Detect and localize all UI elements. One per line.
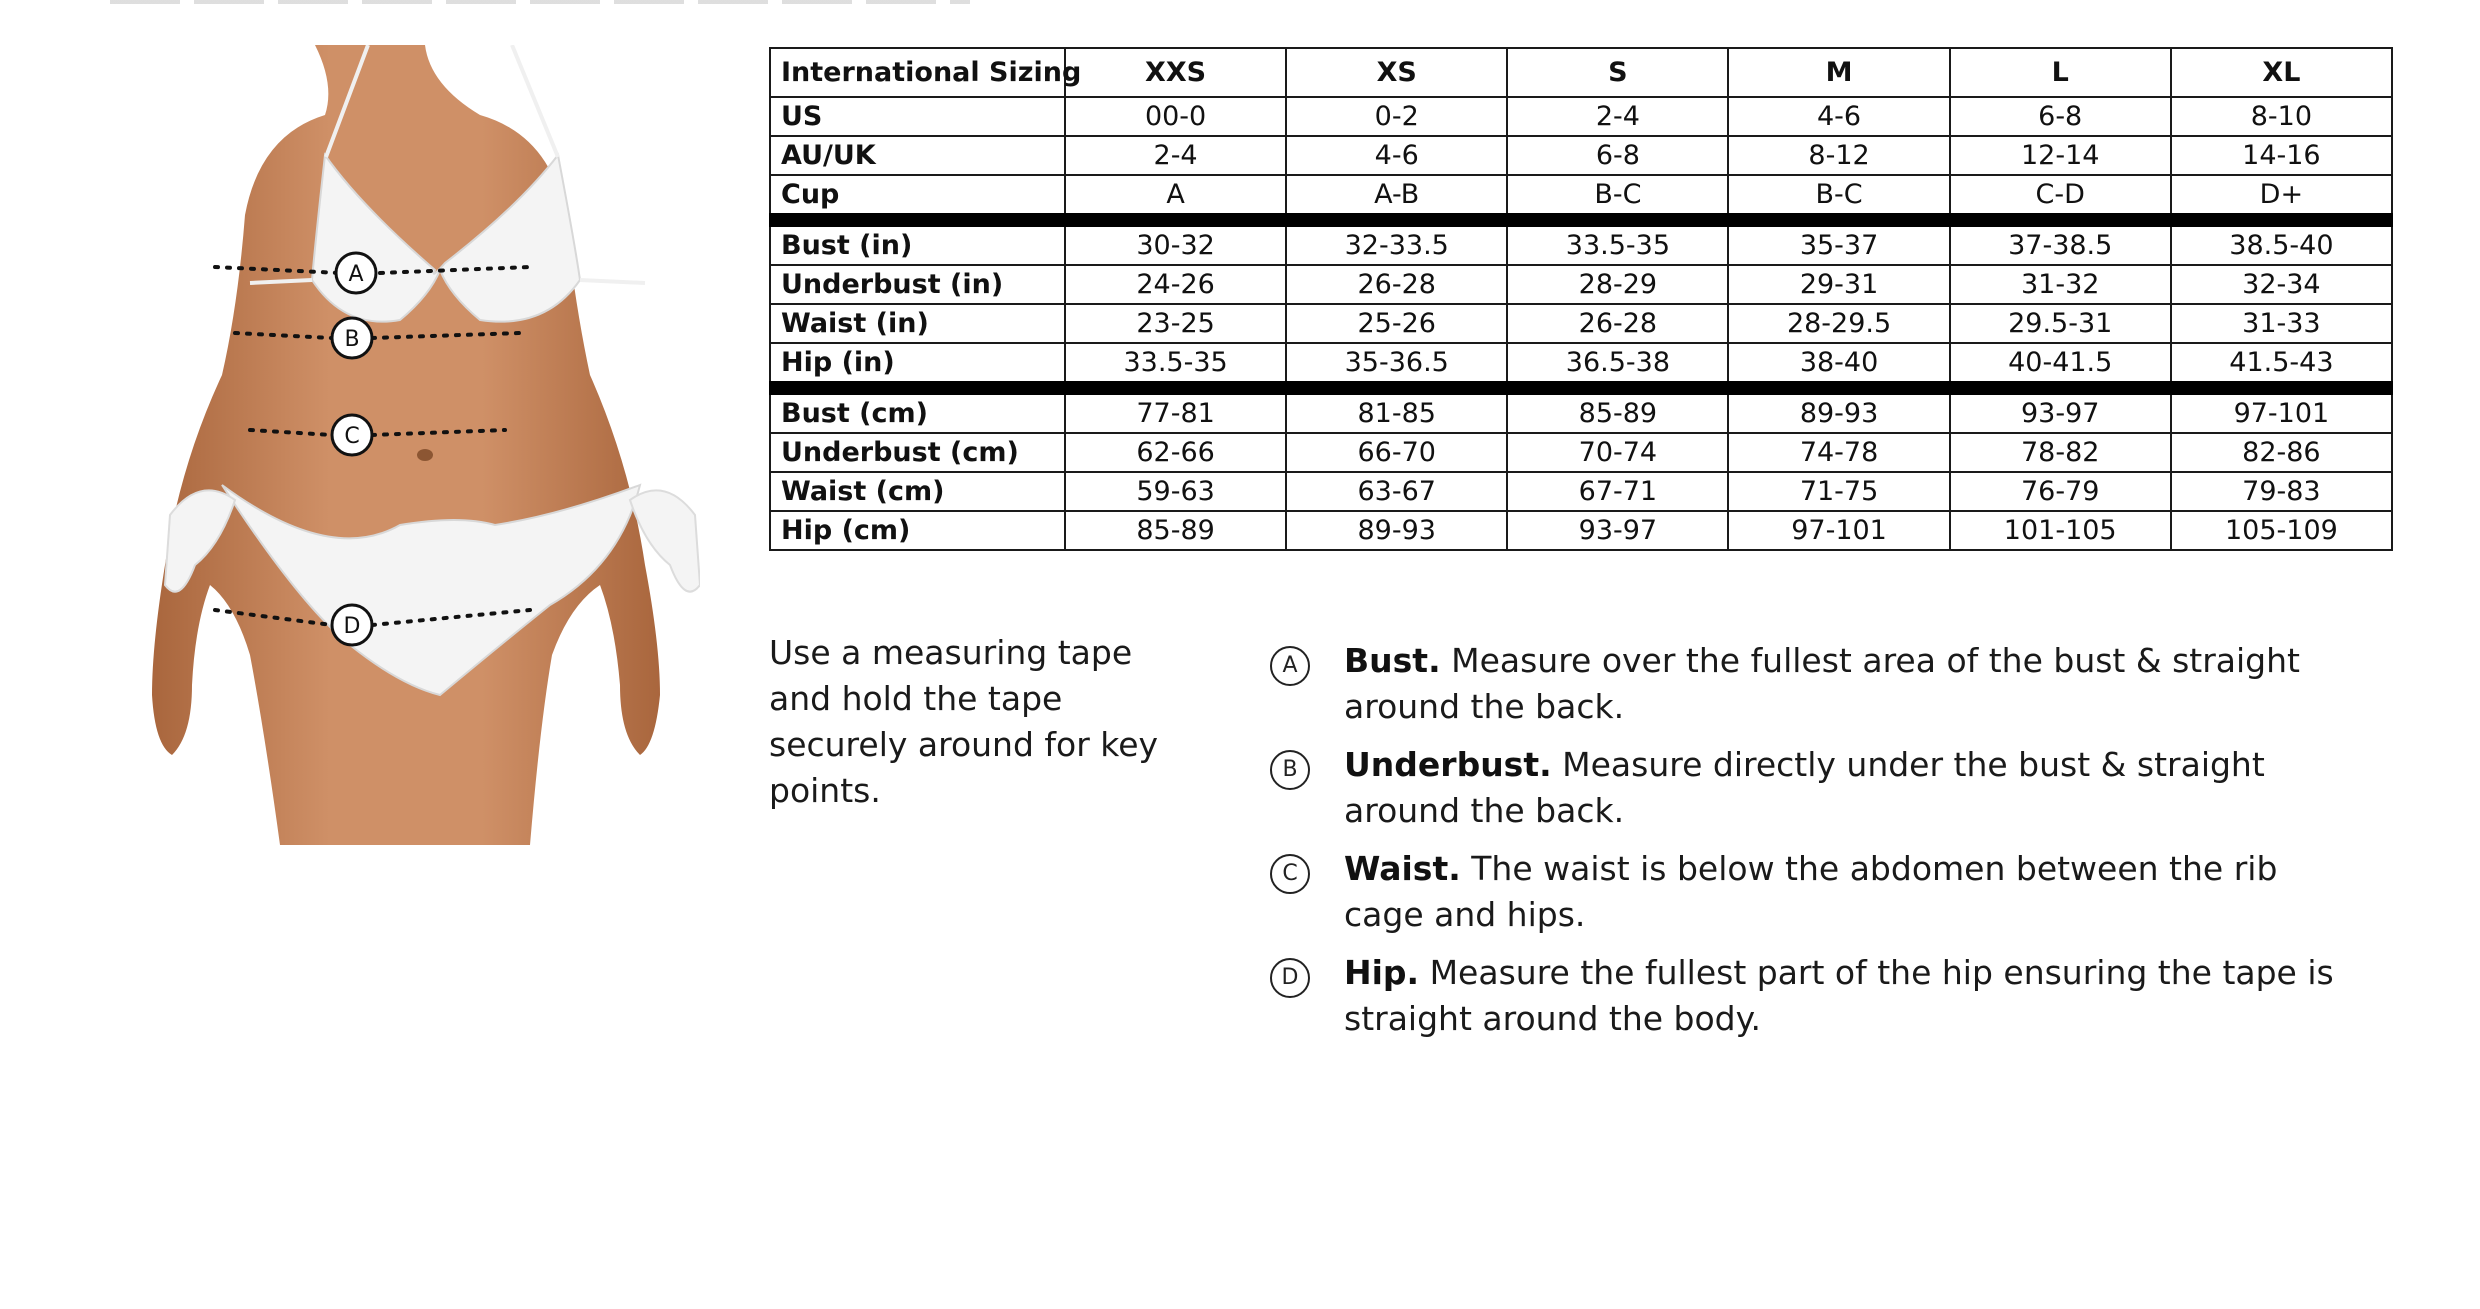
table-cell: A-B — [1286, 175, 1507, 220]
table-cell: 28-29 — [1507, 265, 1728, 304]
table-row — [770, 388, 2392, 433]
table-cell: 26-28 — [1286, 265, 1507, 304]
header-cell-label: International Sizing — [770, 48, 1065, 97]
svg-text:A: A — [348, 262, 364, 287]
header-cell-size: M — [1728, 48, 1949, 97]
table-row — [770, 343, 2392, 388]
row-label: Cup — [770, 175, 1065, 220]
table-cell: 31-33 — [2171, 304, 2392, 343]
table-cell: 12-14 — [1950, 136, 2171, 175]
marker-c-icon: C — [1270, 854, 1310, 894]
table-cell: 2-4 — [1065, 136, 1286, 175]
instruction-text — [1344, 950, 2344, 1042]
header-cell-size: L — [1950, 48, 2171, 97]
marker-c — [332, 415, 372, 455]
header-cell-size: S — [1507, 48, 1728, 97]
table-cell: 8-12 — [1728, 136, 1949, 175]
table-cell: 38.5-40 — [2171, 220, 2392, 265]
table-cell: 70-74 — [1507, 433, 1728, 472]
table-row — [770, 97, 2392, 136]
table-cell: 105-109 — [2171, 511, 2392, 550]
table-row — [770, 433, 2392, 472]
table-cell: 85-89 — [1507, 388, 1728, 433]
marker-a — [336, 253, 376, 293]
table-cell: 41.5-43 — [2171, 343, 2392, 388]
table-cell: D+ — [2171, 175, 2392, 220]
table-cell: 14-16 — [2171, 136, 2392, 175]
row-label: AU/UK — [770, 136, 1065, 175]
table-cell: 97-101 — [1728, 511, 1949, 550]
instruction-text — [1344, 742, 2344, 834]
table-cell: 4-6 — [1286, 136, 1507, 175]
table-cell: 32-34 — [2171, 265, 2392, 304]
table-cell: 78-82 — [1950, 433, 2171, 472]
row-label: Waist (cm) — [770, 472, 1065, 511]
table-row — [770, 136, 2392, 175]
svg-text:C: C — [344, 424, 360, 449]
table-cell: 38-40 — [1728, 343, 1949, 388]
marker-d-icon: D — [1270, 958, 1310, 998]
table-cell: 29.5-31 — [1950, 304, 2171, 343]
table-cell: 79-83 — [2171, 472, 2392, 511]
instruction-term: Waist. — [1344, 849, 1461, 888]
table-cell: 81-85 — [1286, 388, 1507, 433]
table-cell: 2-4 — [1507, 97, 1728, 136]
table-cell: 0-2 — [1286, 97, 1507, 136]
table-row — [770, 220, 2392, 265]
instruction-term: Underbust. — [1344, 745, 1552, 784]
model-illustration — [100, 45, 700, 845]
row-label: Underbust (cm) — [770, 433, 1065, 472]
table-cell: 93-97 — [1507, 511, 1728, 550]
instruction-description: The waist is below the abdomen between the rib cage and hips. — [1344, 849, 2278, 934]
measuring-tape-note: Use a measuring tape and hold the tape securely around for key points. — [769, 633, 1159, 810]
table-cell: 77-81 — [1065, 388, 1286, 433]
marker-b — [332, 318, 372, 358]
table-cell: C-D — [1950, 175, 2171, 220]
marker-a-icon: A — [1270, 646, 1310, 686]
table-cell: 40-41.5 — [1950, 343, 2171, 388]
header-cell-size: XS — [1286, 48, 1507, 97]
table-cell: 74-78 — [1728, 433, 1949, 472]
table-cell: 76-79 — [1950, 472, 2171, 511]
table-cell: 101-105 — [1950, 511, 2171, 550]
table-cell: 24-26 — [1065, 265, 1286, 304]
table-cell: 00-0 — [1065, 97, 1286, 136]
table-cell: 59-63 — [1065, 472, 1286, 511]
table-cell: B-C — [1728, 175, 1949, 220]
table-cell: 37-38.5 — [1950, 220, 2171, 265]
table-cell: 6-8 — [1950, 97, 2171, 136]
table-cell: 36.5-38 — [1507, 343, 1728, 388]
table-cell: 89-93 — [1286, 511, 1507, 550]
table-cell: 4-6 — [1728, 97, 1949, 136]
table-cell: 93-97 — [1950, 388, 2171, 433]
table-cell: 82-86 — [2171, 433, 2392, 472]
table-row — [770, 304, 2392, 343]
navel — [417, 449, 433, 461]
table-cell: 35-37 — [1728, 220, 1949, 265]
instruction-description: Measure directly under the bust & straight around the back. — [1344, 745, 2265, 830]
row-label: Bust (in) — [770, 220, 1065, 265]
table-cell: 63-67 — [1286, 472, 1507, 511]
marker-b-icon: B — [1270, 750, 1310, 790]
cropped-heading-fragment — [110, 0, 1010, 6]
table-cell: 97-101 — [2171, 388, 2392, 433]
table-cell: 33.5-35 — [1065, 343, 1286, 388]
table-cell: 71-75 — [1728, 472, 1949, 511]
table-cell: 35-36.5 — [1286, 343, 1507, 388]
instruction-description: Measure the fullest part of the hip ensuring the tape is straight around the body. — [1344, 953, 2334, 1038]
table-cell: 89-93 — [1728, 388, 1949, 433]
size-chart-header-row — [770, 48, 2392, 97]
row-label: Underbust (in) — [770, 265, 1065, 304]
size-chart-table — [769, 47, 2393, 551]
row-label: Hip (cm) — [770, 511, 1065, 550]
row-label: US — [770, 97, 1065, 136]
table-cell: 85-89 — [1065, 511, 1286, 550]
marker-d — [332, 605, 372, 645]
table-cell: 23-25 — [1065, 304, 1286, 343]
body-silhouette — [152, 45, 660, 845]
table-row — [770, 175, 2392, 220]
table-cell: 62-66 — [1065, 433, 1286, 472]
instruction-text — [1344, 846, 2344, 938]
instruction-term: Bust. — [1344, 641, 1441, 680]
table-cell: 30-32 — [1065, 220, 1286, 265]
size-chart-body — [770, 48, 2392, 550]
row-label: Waist (in) — [770, 304, 1065, 343]
table-cell: 67-71 — [1507, 472, 1728, 511]
table-cell: 8-10 — [2171, 97, 2392, 136]
row-label: Bust (cm) — [770, 388, 1065, 433]
header-cell-size: XL — [2171, 48, 2392, 97]
instruction-description: Measure over the fullest area of the bust & straight around the back. — [1344, 641, 2300, 726]
table-row — [770, 265, 2392, 304]
svg-text:D: D — [343, 614, 361, 639]
table-cell: 26-28 — [1507, 304, 1728, 343]
table-cell: 28-29.5 — [1728, 304, 1949, 343]
table-cell: B-C — [1507, 175, 1728, 220]
row-label: Hip (in) — [770, 343, 1065, 388]
table-cell: 25-26 — [1286, 304, 1507, 343]
svg-text:B: B — [344, 327, 360, 352]
model-measurement-figure — [100, 45, 700, 845]
table-cell: 66-70 — [1286, 433, 1507, 472]
instruction-term: Hip. — [1344, 953, 1420, 992]
table-row — [770, 511, 2392, 550]
table-row — [770, 472, 2392, 511]
instruction-text — [1344, 638, 2344, 730]
table-cell: 31-32 — [1950, 265, 2171, 304]
table-cell: 29-31 — [1728, 265, 1949, 304]
table-cell: 33.5-35 — [1507, 220, 1728, 265]
header-cell-size: XXS — [1065, 48, 1286, 97]
table-cell: A — [1065, 175, 1286, 220]
table-cell: 32-33.5 — [1286, 220, 1507, 265]
table-cell: 6-8 — [1507, 136, 1728, 175]
